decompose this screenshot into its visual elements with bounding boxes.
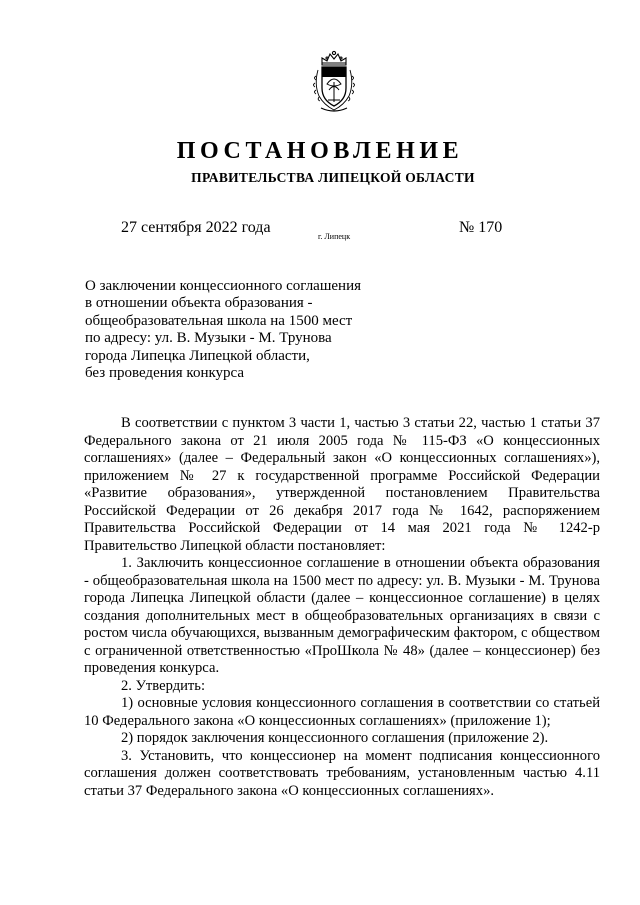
subject-line: в отношении объекта образования - xyxy=(85,295,313,312)
coat-of-arms-emblem xyxy=(311,50,357,114)
document-city: г. Липецк xyxy=(318,232,351,241)
subject-line: общеобразовательная школа на 1500 мест xyxy=(85,312,353,329)
body-paragraph: 1. Заключить концессионное соглашение в отношении объекта образования - общеобразовательная школа на 1500 мест по адресу: ул. В. Музыки - М. Трунова города Липецка Липецкой области (далее – концессионное соглашение) в целях создания дополнительных мест в общеобразовательных организациях в связи с ростом числа обучающихся, вызванным демографическим фактором, с обществом с ограниченной ответственностью «ПроШкола № 48» (далее – концессионер) без проведения конкурса. xyxy=(84,555,600,676)
subject-line: по адресу: ул. В. Музыки - М. Трунова xyxy=(85,330,332,347)
body-paragraph: 1) основные условия концессионного соглашения в соответствии со статьей 10 Федерального закона «О концессионных соглашениях» (приложение 1); xyxy=(84,695,600,729)
body-paragraph: 3. Установить, что концессионер на момент подписания концессионного соглашения должен соответствовать требованиям, установленным частью 4.11 статьи 37 Федерального закона «О концессионных соглашениях». xyxy=(84,747,600,799)
subject-line: города Липецка Липецкой области, xyxy=(85,347,310,364)
document-title: ПОСТАНОВЛЕНИЕ xyxy=(176,138,464,164)
document-subject xyxy=(85,278,385,382)
body-paragraph: 2) порядок заключения концессионного соглашения (приложение 2). xyxy=(121,730,549,746)
issuing-authority: ПРАВИТЕЛЬСТВА ЛИПЕЦКОЙ ОБЛАСТИ xyxy=(191,170,475,185)
subject-line: О заключении концессионного соглашения xyxy=(85,278,361,294)
subject-line: без проведения конкурса xyxy=(85,365,245,382)
document-number: № 170 xyxy=(459,219,503,236)
body-paragraph: В соответствии с пунктом 3 части 1, частью 3 статьи 22, частью 1 статьи 37 Федерального закона от 21 июля 2005 года № 115-ФЗ «О концессионных соглашениях» (далее – Федеральный закон «О концессионных соглашениях»), приложением № 27 к государственной программе Российской Федерации «Развитие образования», утвержденной постановлением Правительства Российской Федерации от 26 декабря 2017 года № 1642, распоряжением Правительства Российской Федерации от 14 мая 2021 года № 1242-р Правительство Липецкой области постановляет: xyxy=(84,415,600,554)
body-paragraph: 2. Утвердить: xyxy=(121,677,206,694)
document-date: 27 сентября 2022 года xyxy=(121,219,271,236)
document-body xyxy=(84,415,600,800)
